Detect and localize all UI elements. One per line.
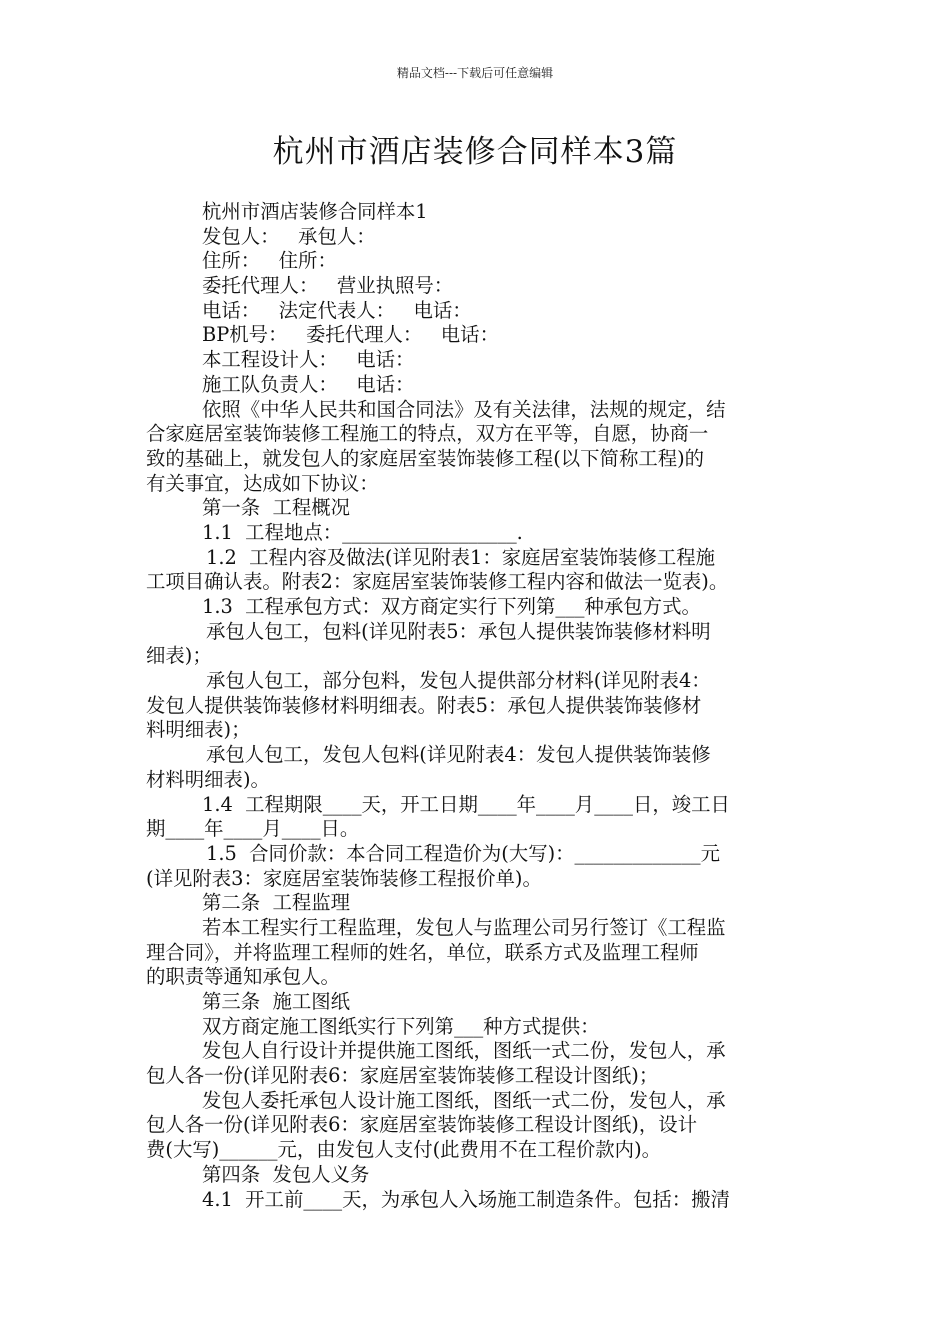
text-line: 第三条 施工图纸 [202,990,351,1013]
document-body [146,200,806,1212]
text-line: 第二条 工程监理 [202,891,351,915]
text-line: 施工队负责人： 电话： [202,372,415,396]
text-line: BP机号： 委托代理人： 电话： [202,323,499,347]
text-line: 包人各一份(详见附表6：家庭居室装饰装修工程设计图纸)，设计 [146,1113,698,1137]
text-line: 发包人自行设计并提供施工图纸，图纸一式二份，发包人，承 [202,1039,726,1063]
text-line: 理合同》，并将监理工程师的姓名，单位，联系方式及监理工程师 [146,940,699,964]
text-line: 委托代理人： 营业执照号： [202,274,454,298]
text-line: 合家庭居室装饰装修工程施工的特点，双方在平等，自愿，协商一 [146,422,709,446]
text-line: 1.1 工程地点：__________________. [202,520,523,544]
text-line: 料明细表)； [146,718,251,742]
text-line: 发包人提供装饰装修材料明细表。附表5：承包人提供装饰装修材 [146,693,702,717]
text-line: (详见附表3：家庭居室装饰装修工程报价单)。 [146,866,542,890]
text-line: 1.5 合同价款：本合同工程造价为(大写)：_____________元 [206,841,720,865]
text-line: 承包人包工，发包人包料(详见附表4：发包人提供装饰装修 [206,743,711,767]
text-line: 承包人包工，包料(详见附表5：承包人提供装饰装修材料明 [206,619,711,643]
header-note: 精品文档---下载后可任意编辑 [396,66,554,80]
text-line: 1.2 工程内容及做法(详见附表1：家庭居室装饰装修工程施 [206,545,716,569]
text-line: 第四条 发包人义务 [202,1162,370,1186]
text-line: 本工程设计人： 电话： [202,348,415,372]
text-line: 4.1 开工前____天，为承包人入场施工制造条件。包括：搬清 [202,1187,730,1211]
text-line: 1.3 工程承包方式：双方商定实行下列第___种承包方式。 [202,595,701,618]
text-line: 的职责等通知承包人。 [146,965,340,989]
text-line: 1.4 工程期限____天，开工日期____年____月____日，竣工日 [202,792,730,816]
text-line: 费(大写)______元，由发包人支付(此费用不在工程价款内)。 [146,1138,662,1162]
text-line: 期____年____月____日。 [146,817,360,841]
text-line: 包人各一份(详见附表6：家庭居室装饰装修工程设计图纸)； [146,1064,659,1088]
text-line: 住所： 住所： [202,249,337,273]
text-line: 若本工程实行工程监理，发包人与监理公司另行签订《工程监 [202,915,726,939]
document-title: 杭州市酒店装修合同样本3篇 [272,134,678,170]
text-line: 发包人： 承包人： [202,224,376,248]
text-line: 第一条 工程概况 [202,496,351,520]
text-line: 材料明细表)。 [146,767,270,791]
text-line: 电话： 法定代表人： 电话： [202,298,472,322]
text-line: 有关事宜，达成如下协议： [146,471,379,495]
text-line: 发包人委托承包人设计施工图纸，图纸一式二份，发包人，承 [202,1088,726,1112]
text-line: 细表)； [146,644,212,668]
text-line: 工项目确认表。附表2：家庭居室装饰装修工程内容和做法一览表)。 [146,570,729,594]
text-line: 双方商定施工图纸实行下列第___种方式提供： [202,1014,600,1038]
text-line: 致的基础上，就发包人的家庭居室装饰装修工程(以下简称工程)的 [146,446,705,470]
text-line: 杭州市酒店装修合同样本1 [202,200,428,223]
text-line: 依照《中华人民共和国合同法》及有关法律，法规的规定，结 [202,397,726,421]
text-line: 承包人包工，部分包料，发包人提供部分材料(详见附表4： [206,669,711,693]
